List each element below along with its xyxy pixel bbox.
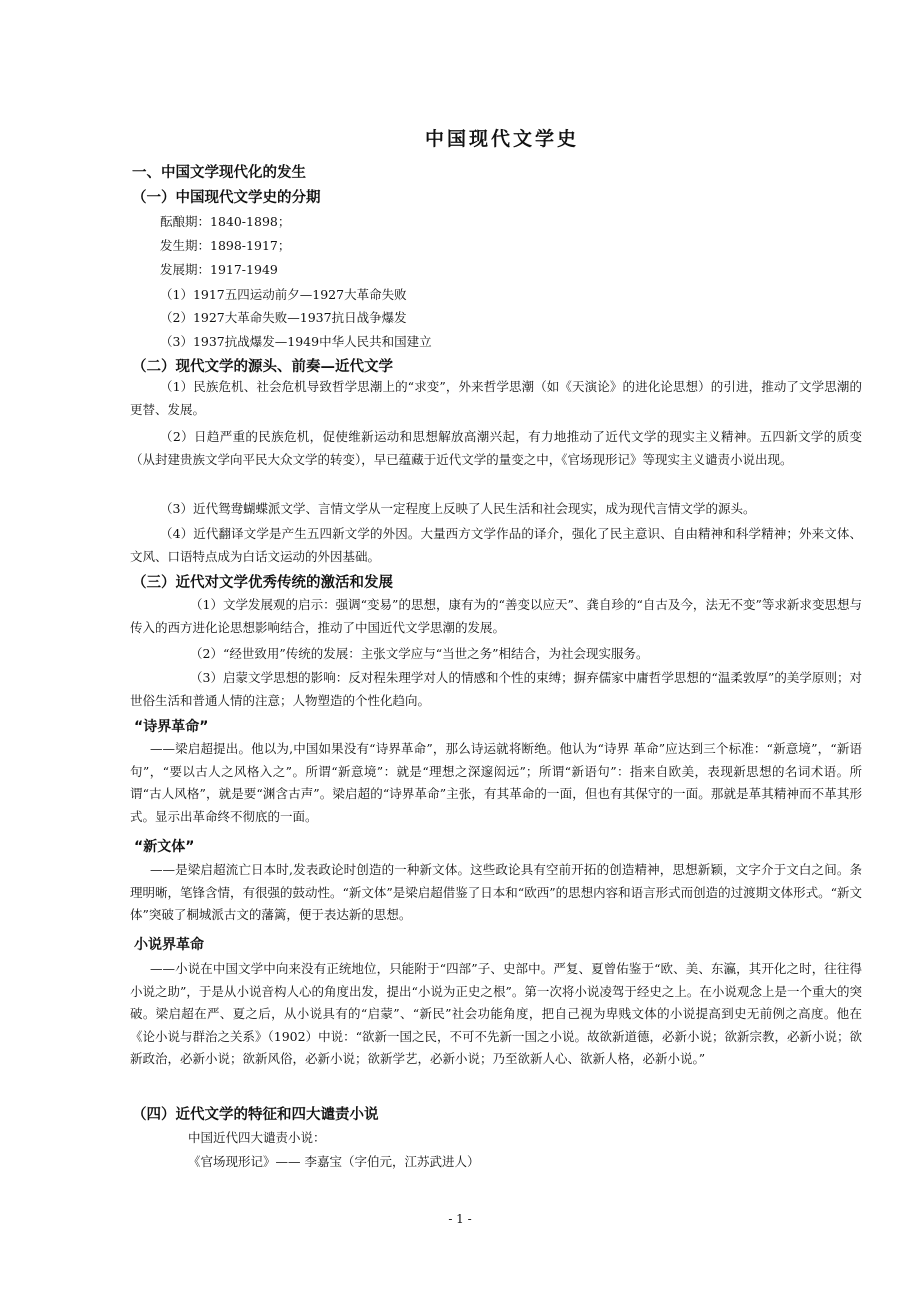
section-1-2-para-2: （2）日趋严重的民族危机，促使维新运动和思想解放高潮兴起，有力地推动了近代文学的现实主义精神。五四新文学的质变（从封建贵族文学向平民大众文学的转变），早已蕴藏于近代文学的量变之中，《官场现形记》等现实主义谴责小说出现。 bbox=[130, 429, 862, 467]
period-2: 发生期：1898-1917； bbox=[160, 238, 291, 253]
new-style-text: ——是梁启超流亡日本时,发表政论时创造的一种新文体。这些政论具有空前开拓的创造精神，思想新颖，文字介于文白之间。条理明晰，笔锋含情，有很强的鼓动性。“新文体”是梁启超借鉴了日本和“欧西”的思想内容和语言形式而创造的过渡期文体形式。“新文体”突破了桐城派古文的藩篱，便于表达新的思想。 bbox=[130, 862, 862, 922]
section-1-4-intro: 中国近代四大谴责小说： bbox=[188, 1130, 326, 1145]
section-1-heading: 一、中国文学现代化的发生 bbox=[132, 165, 306, 181]
new-style-heading: “新文体” bbox=[134, 839, 195, 855]
section-1-4-item-1: 《官场现形记》—— 李嘉宝（字伯元，江苏武进人） bbox=[188, 1154, 480, 1169]
stage-3: （3）1937抗战爆发—1949中华人民共和国建立 bbox=[160, 334, 432, 349]
stage-2: （2）1927大革命失败—1937抗日战争爆发 bbox=[160, 310, 407, 325]
poetry-revolution-text: ——梁启超提出。他以为,中国如果没有“诗界革命”，那么诗运就将断绝。他认为“诗界 革命”应达到三个标准：“新意境”，“新语句”，“要以古人之风格入之”。所谓“新意境”：就是“理想之深邃闳远”；所谓“新语句”：指来自欧美，表现新思想的名词术语。所谓“古人风格”，就是要“渊含古声”。梁启超的“诗界革命”主张，有其革命的一面，但也有其保守的一面。那就是革其精神而不革其形式。显示出革命终不彻底的一面。 bbox=[130, 741, 862, 824]
section-1-2-para-1: （1）民族危机、社会危机导致哲学思潮上的“求变”，外来哲学思潮（如《天演论》的进化论思想）的引进，推动了文学思潮的更替、发展。 bbox=[130, 379, 862, 417]
page-number: - 1 - bbox=[448, 1212, 472, 1226]
section-1-3-para-2: （2）“经世致用”传统的发展：主张文学应与“当世之务”相结合，为社会现实服务。 bbox=[190, 646, 649, 661]
period-3: 发展期：1917-1949 bbox=[160, 262, 278, 277]
document-title: 中国现代文学史 bbox=[424, 128, 579, 150]
section-1-2-heading: （二）现代文学的源头、前奏—近代文学 bbox=[132, 359, 393, 375]
section-1-2-para-3: （3）近代鸳鸯蝴蝶派文学、言情文学从一定程度上反映了人民生活和社会现实，成为现代言情文学的源头。 bbox=[160, 501, 756, 516]
novel-revolution-text: ——小说在中国文学中向来没有正统地位，只能附于“四部”子、史部中。严复、夏曾佑鉴于“欧、美、东瀛，其开化之时，往往得小说之助”，于是从小说音构人心的角度出发，提出“小说为正史之根”。第一次将小说凌驾于经史之上。在小说观念上是一个重大的突破。梁启超在严、夏之后，从小说具有的“启蒙”、“新民”社会功能角度，把自己视为卑贱文体的小说提高到史无前例之高度。他在《论小说与群治之关系》（1902）中说：“欲新一国之民，不可不先新一国之小说。故欲新道德，必新小说；欲新宗教，必新小说；欲新政治，必新小说；欲新风俗，必新小说；欲新学艺，必新小说；乃至欲新人心、欲新人格，必新小说。” bbox=[130, 961, 862, 1066]
stage-1: （1）1917五四运动前夕—1927大革命失败 bbox=[160, 287, 407, 302]
period-1: 酝酿期：1840-1898； bbox=[160, 214, 291, 229]
section-1-3-para-1: （1）文学发展观的启示：强调“变易”的思想，康有为的“善变以应天”、龚自珍的“自古及今，法无不变”等求新求变思想与传入的西方进化论思想影响结合，推动了中国近代文学思潮的发展。 bbox=[130, 597, 862, 635]
section-1-1-heading: （一）中国现代文学史的分期 bbox=[132, 190, 321, 206]
section-1-3-para-3: （3）启蒙文学思想的影响：反对程朱理学对人的情感和个性的束缚；摒弃儒家中庸哲学思想的“温柔敦厚”的美学原则；对世俗生活和普通人情的注意；人物塑造的个性化趋向。 bbox=[130, 670, 862, 708]
section-1-4-heading: （四）近代文学的特征和四大谴责小说 bbox=[132, 1107, 379, 1123]
poetry-revolution-heading: “诗界革命” bbox=[134, 719, 209, 735]
section-1-3-heading: （三）近代对文学优秀传统的激活和发展 bbox=[132, 575, 393, 591]
novel-revolution-heading: 小说界革命 bbox=[134, 937, 204, 953]
section-1-2-para-4: （4）近代翻译文学是产生五四新文学的外因。大量西方文学作品的译介，强化了民主意识、自由精神和科学精神；外来文体、文风、口语特点成为白话文运动的外因基础。 bbox=[130, 526, 862, 564]
